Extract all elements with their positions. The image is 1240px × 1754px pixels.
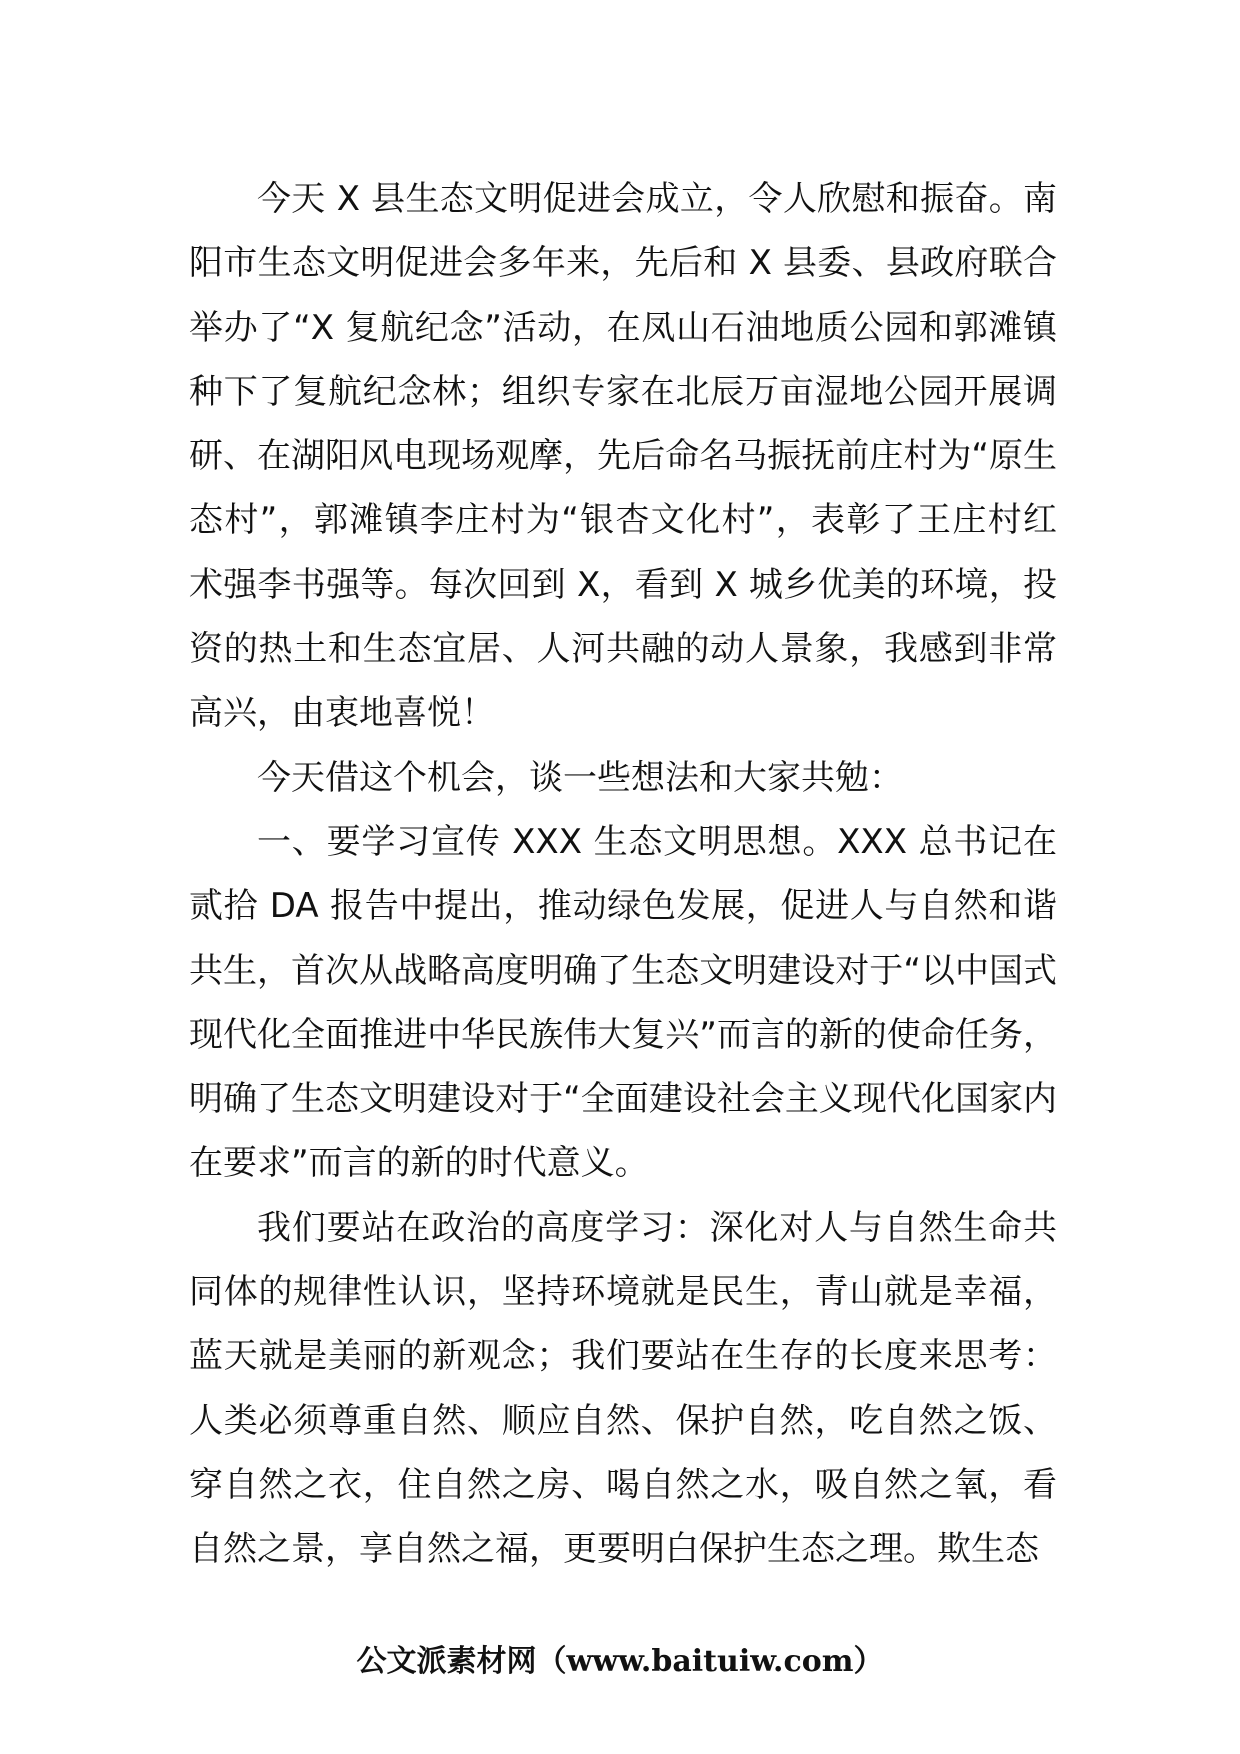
paragraph-political-height: 我们要站在政治的高度学习：深化对人与自然生命共同体的规律性认识，坚持环境就是民生，青山就是幸福，蓝天就是美丽的新观念；我们要站在生存的长度来思考：人类必须尊重自然、顺应自然、保护自然，吃自然之饭、穿自然之衣，住自然之房、喝自然之水，吸自然之氧，看自然之景，享自然之福，更要明白保护生态之理。欺生态: [189, 1207, 1057, 1570]
paragraph-intro: 今天借这个机会，谈一些想法和大家共勉：: [257, 757, 903, 798]
document-body: [189, 167, 1057, 1582]
paragraph-section-one: 一、要学习宣传 XXX 生态文明思想。XXX 总书记在贰拾 DA 报告中提出，推动绿色发展，促进人与自然和谐共生，首次从战略高度明确了生态文明建设对于“以中国式现代化全面推进中华民族伟大复兴”而言的新的使命任务，明确了生态文明建设对于“全面建设社会主义现代化国家内在要求”而言的新的时代意义。: [189, 821, 1057, 1184]
footer-watermark: 公文派素材网（www.baituiw.com）: [356, 1644, 884, 1679]
paragraph-opening: 今天 X 县生态文明促进会成立，令人欣慰和振奋。南阳市生态文明促进会多年来，先后和 X 县委、县政府联合举办了“X 复航纪念”活动，在凤山石油地质公园和郭滩镇种下了复航纪念林；组织专家在北辰万亩湿地公园开展调研、在湖阳风电现场观摩，先后命名马振抚前庄村为“原生态村”，郭滩镇李庄村为“银杏文化村”，表彰了王庄村红术强李书强等。每次回到 X，看到 X 城乡优美的环境，投资的热土和生态宜居、人河共融的动人景象，我感到非常高兴，由衷地喜悦！: [189, 179, 1057, 734]
